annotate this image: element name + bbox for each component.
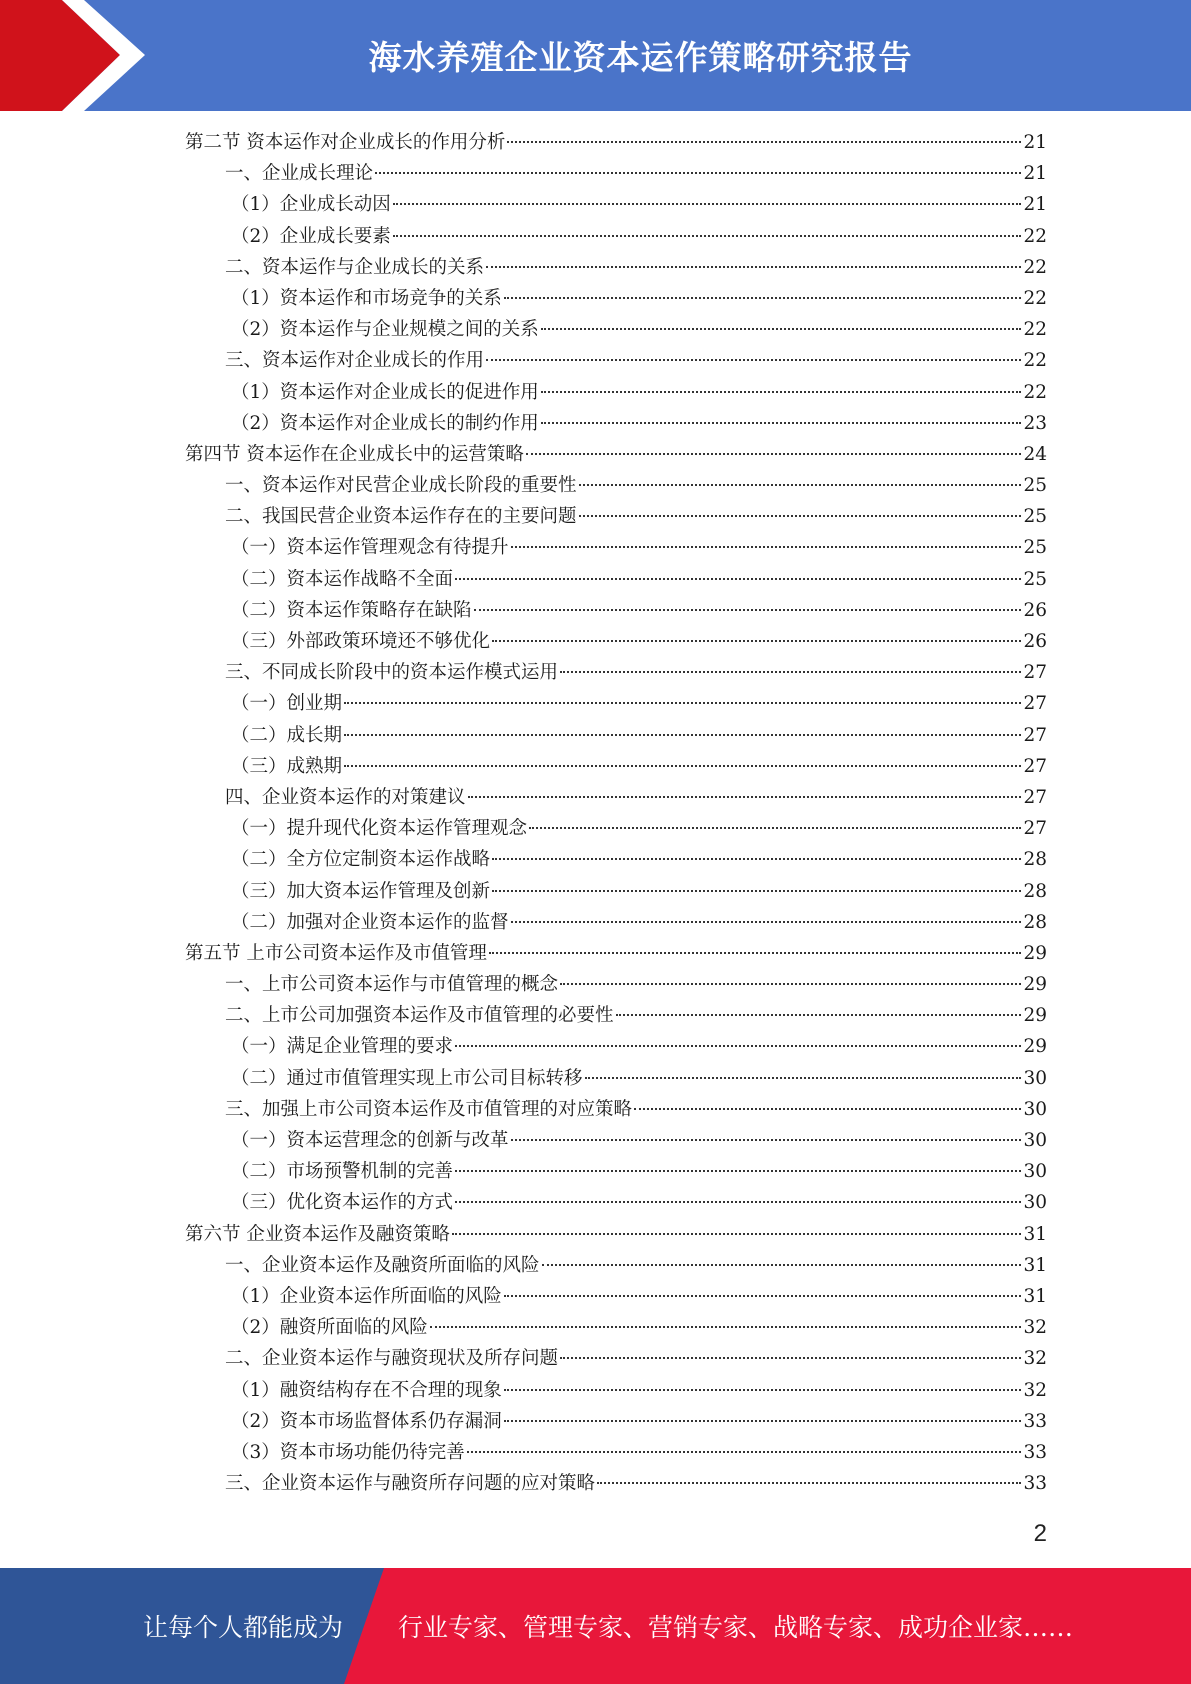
toc-entry-title: 一、企业成长理论 (225, 163, 374, 185)
toc-entry-page: 22 (1023, 287, 1047, 309)
toc-entry[interactable] (185, 845, 1047, 876)
toc-entry-title: 三、资本运作对企业成长的作用 (225, 350, 485, 372)
toc-dot-leader (560, 671, 1021, 673)
toc-dot-leader (455, 578, 1021, 580)
toc-entry-page: 24 (1023, 443, 1047, 465)
toc-entry[interactable] (185, 1095, 1047, 1126)
toc-entry-page: 21 (1023, 163, 1047, 185)
toc-entry-page: 25 (1023, 506, 1047, 528)
toc-entry[interactable] (185, 783, 1047, 814)
toc-entry-title: 二、上市公司加强资本运作及市值管理的必要性 (225, 1005, 614, 1027)
toc-entry-title: 三、加强上市公司资本运作及市值管理的对应策略 (225, 1098, 633, 1120)
toc-entry-page: 30 (1023, 1067, 1047, 1089)
toc-entry-title: 一、上市公司资本运作与市值管理的概念 (225, 974, 559, 996)
toc-entry-title: （1）融资结构存在不合理的现象 (231, 1379, 502, 1401)
page-header (0, 0, 1191, 111)
toc-entry[interactable] (185, 689, 1047, 720)
toc-entry-title: 第二节 资本运作对企业成长的作用分析 (185, 132, 506, 153)
toc-entry[interactable] (185, 814, 1047, 845)
toc-entry-page: 25 (1023, 475, 1047, 497)
toc-entry-title: 二、企业资本运作与融资现状及所存问题 (225, 1348, 559, 1370)
toc-entry[interactable] (185, 409, 1047, 440)
toc-entry-page: 22 (1023, 381, 1047, 403)
toc-entry[interactable] (185, 1032, 1047, 1063)
toc-entry[interactable] (185, 1313, 1047, 1344)
toc-entry[interactable] (185, 159, 1047, 190)
toc-dot-leader (542, 1264, 1022, 1266)
toc-entry-title: （2）企业成长要素 (231, 225, 391, 247)
toc-entry[interactable] (185, 1220, 1047, 1251)
toc-dot-leader (344, 765, 1021, 767)
toc-entry[interactable] (185, 378, 1047, 409)
toc-entry-page: 29 (1023, 1036, 1047, 1058)
toc-entry-title: （二）加强对企业资本运作的监督 (231, 911, 509, 933)
toc-entry[interactable] (185, 190, 1047, 221)
toc-entry-page: 31 (1023, 1254, 1047, 1276)
toc-dot-leader (455, 1201, 1021, 1203)
toc-dot-leader (430, 1326, 1022, 1328)
toc-entry-title: （2）资本运作与企业规模之间的关系 (231, 319, 539, 341)
toc-entry-page: 30 (1023, 1192, 1047, 1214)
toc-dot-leader (375, 172, 1021, 174)
toc-entry-page: 33 (1023, 1410, 1047, 1432)
toc-dot-leader (393, 203, 1022, 205)
toc-entry-page: 31 (1023, 1223, 1047, 1245)
toc-entry[interactable] (185, 565, 1047, 596)
header-arrow-graphic (0, 0, 160, 111)
toc-entry[interactable] (185, 627, 1047, 658)
toc-dot-leader (511, 921, 1022, 923)
toc-dot-leader (634, 1108, 1021, 1110)
toc-entry-page: 27 (1023, 786, 1047, 808)
toc-entry-page: 22 (1023, 225, 1047, 247)
toc-dot-leader (504, 1389, 1022, 1391)
toc-entry-title: 第六节 企业资本运作及融资策略 (185, 1223, 450, 1245)
toc-entry-page: 31 (1023, 1285, 1047, 1307)
toc-entry-page: 30 (1023, 1130, 1047, 1151)
toc-entry-title: 一、企业资本运作及融资所面临的风险 (225, 1254, 540, 1276)
toc-dot-leader (504, 297, 1022, 299)
toc-entry[interactable] (185, 1282, 1047, 1313)
toc-entry-page: 30 (1023, 1161, 1047, 1183)
toc-entry-title: 二、我国民营企业资本运作存在的主要问题 (225, 506, 577, 528)
toc-entry[interactable] (185, 908, 1047, 939)
toc-dot-leader (541, 422, 1022, 424)
toc-entry-page: 29 (1023, 1005, 1047, 1027)
toc-dot-leader (529, 827, 1021, 829)
toc-entry[interactable] (185, 658, 1047, 689)
toc-entry[interactable] (185, 1126, 1047, 1157)
toc-entry-title: （三）外部政策环境还不够优化 (231, 631, 491, 652)
toc-dot-leader (616, 1014, 1022, 1016)
toc-entry[interactable] (185, 253, 1047, 284)
toc-entry-title: 二、资本运作与企业成长的关系 (225, 256, 485, 278)
toc-dot-leader (541, 391, 1022, 393)
toc-entry[interactable] (185, 1344, 1047, 1375)
toc-entry-page: 25 (1023, 568, 1047, 590)
toc-entry-page: 23 (1023, 412, 1047, 434)
toc-entry-page: 27 (1023, 818, 1047, 840)
toc-dot-leader (393, 235, 1022, 237)
toc-entry-page: 21 (1023, 194, 1047, 216)
toc-entry-page: 29 (1023, 942, 1047, 964)
toc-dot-leader (541, 328, 1022, 330)
toc-entry-title: （二）资本运作策略存在缺陷 (231, 599, 472, 621)
toc-entry[interactable] (185, 970, 1047, 1001)
toc-dot-leader (504, 1295, 1022, 1297)
page-footer (0, 1568, 1191, 1684)
toc-entry-title: （1）企业成长动因 (231, 194, 391, 216)
toc-entry-page: 22 (1023, 319, 1047, 341)
toc-entry-page: 21 (1023, 132, 1047, 153)
toc-entry[interactable] (185, 1376, 1047, 1407)
toc-entry-title: （二）市场预警机制的完善 (231, 1161, 454, 1183)
toc-dot-leader (511, 546, 1022, 548)
toc-entry-title: 一、资本运作对民营企业成长阶段的重要性 (225, 475, 577, 497)
toc-entry-page: 32 (1023, 1317, 1047, 1339)
toc-entry[interactable] (185, 440, 1047, 471)
toc-dot-leader (344, 702, 1021, 704)
toc-entry-title: （一）提升现代化资本运作管理观念 (231, 818, 528, 840)
toc-entry[interactable] (185, 222, 1047, 253)
toc-entry-title: （二）资本运作战略不全面 (231, 568, 454, 590)
table-of-contents (185, 128, 1047, 1500)
toc-entry[interactable] (185, 1001, 1047, 1032)
toc-entry-page: 27 (1023, 724, 1047, 746)
toc-dot-leader (504, 1420, 1022, 1422)
toc-entry-page: 27 (1023, 755, 1047, 777)
toc-dot-leader (492, 640, 1021, 642)
toc-entry-page: 26 (1023, 631, 1047, 652)
toc-entry-title: 第四节 资本运作在企业成长中的运营策略 (185, 443, 524, 465)
toc-entry-page: 26 (1023, 599, 1047, 621)
toc-entry-page: 30 (1023, 1098, 1047, 1120)
toc-dot-leader (585, 1077, 1022, 1079)
footer-slogan-left: 让每个人都能成为 (143, 1613, 344, 1642)
toc-entry[interactable] (185, 1469, 1047, 1500)
toc-entry-title: （2）资本市场监督体系仍存漏洞 (231, 1410, 502, 1432)
toc-dot-leader (492, 890, 1021, 892)
toc-entry-title: 四、企业资本运作的对策建议 (225, 786, 466, 808)
toc-dot-leader (511, 1139, 1022, 1141)
toc-entry-title: （一）资本运营理念的创新与改革 (231, 1130, 509, 1151)
toc-entry-title: （3）资本市场功能仍待完善 (231, 1441, 465, 1463)
toc-entry-title: （三）优化资本运作的方式 (231, 1192, 454, 1214)
toc-entry-title: （2）融资所面临的风险 (231, 1317, 428, 1339)
toc-dot-leader (486, 359, 1021, 361)
toc-entry[interactable] (185, 471, 1047, 502)
toc-entry-title: （二）全方位定制资本运作战略 (231, 849, 491, 871)
report-title: 海水养殖企业资本运作策略研究报告 (368, 38, 913, 77)
toc-dot-leader (468, 796, 1022, 798)
toc-dot-leader (455, 1170, 1021, 1172)
toc-entry-title: （二）成长期 (231, 724, 343, 746)
toc-entry[interactable] (185, 877, 1047, 908)
toc-entry-page: 33 (1023, 1473, 1047, 1495)
toc-entry-page: 27 (1023, 693, 1047, 715)
toc-entry-title: （2）资本运作对企业成长的制约作用 (231, 412, 539, 434)
toc-entry[interactable] (185, 502, 1047, 533)
toc-entry-title: （一）资本运作管理观念有待提升 (231, 537, 509, 559)
toc-entry-page: 28 (1023, 911, 1047, 933)
toc-dot-leader (344, 734, 1021, 736)
toc-entry[interactable] (185, 1188, 1047, 1219)
toc-entry-title: 三、企业资本运作与融资所存问题的应对策略 (225, 1473, 596, 1495)
toc-dot-leader (455, 1045, 1021, 1047)
toc-entry-title: （三）成熟期 (231, 755, 343, 777)
toc-dot-leader (486, 266, 1021, 268)
toc-dot-leader (507, 141, 1021, 143)
footer-slogan-right: 行业专家、管理专家、营销专家、战略专家、成功企业家…… (398, 1613, 1074, 1642)
toc-entry[interactable] (185, 752, 1047, 783)
toc-dot-leader (579, 484, 1022, 486)
toc-entry[interactable] (185, 315, 1047, 346)
toc-entry[interactable] (185, 1157, 1047, 1188)
toc-entry-page: 33 (1023, 1441, 1047, 1463)
toc-entry-page: 32 (1023, 1379, 1047, 1401)
toc-entry-page: 28 (1023, 880, 1047, 902)
toc-entry[interactable] (185, 533, 1047, 564)
toc-dot-leader (489, 952, 1022, 954)
toc-dot-leader (560, 1357, 1021, 1359)
toc-entry-title: （1）资本运作对企业成长的促进作用 (231, 381, 539, 403)
toc-entry[interactable] (185, 939, 1047, 970)
toc-entry-title: 第五节 上市公司资本运作及市值管理 (185, 942, 487, 964)
toc-entry-page: 25 (1023, 537, 1047, 559)
toc-entry[interactable] (185, 128, 1047, 159)
toc-entry-title: （一）创业期 (231, 693, 343, 715)
toc-entry-page: 27 (1023, 662, 1047, 684)
toc-entry-page: 28 (1023, 849, 1047, 871)
toc-dot-leader (492, 858, 1021, 860)
page-number: 2 (1033, 1520, 1047, 1547)
toc-dot-leader (467, 1451, 1022, 1453)
toc-dot-leader (526, 453, 1022, 455)
toc-entry-title: 三、不同成长阶段中的资本运作模式运用 (225, 662, 559, 684)
toc-entry-title: （1）资本运作和市场竞争的关系 (231, 287, 502, 309)
toc-entry[interactable] (185, 284, 1047, 315)
toc-dot-leader (474, 609, 1022, 611)
toc-entry[interactable] (185, 346, 1047, 377)
toc-dot-leader (560, 983, 1021, 985)
toc-entry-title: （一）满足企业管理的要求 (231, 1036, 454, 1058)
toc-entry[interactable] (185, 1407, 1047, 1438)
toc-entry[interactable] (185, 596, 1047, 627)
toc-entry-title: （1）企业资本运作所面临的风险 (231, 1285, 502, 1307)
toc-entry-page: 29 (1023, 974, 1047, 996)
toc-entry[interactable] (185, 1064, 1047, 1095)
toc-dot-leader (579, 515, 1022, 517)
toc-entry[interactable] (185, 1251, 1047, 1282)
toc-entry-title: （三）加大资本运作管理及创新 (231, 880, 491, 902)
toc-entry[interactable] (185, 1438, 1047, 1469)
toc-entry[interactable] (185, 721, 1047, 752)
toc-entry-page: 22 (1023, 350, 1047, 372)
toc-dot-leader (597, 1482, 1021, 1484)
toc-entry-page: 32 (1023, 1348, 1047, 1370)
toc-entry-title: （二）通过市值管理实现上市公司目标转移 (231, 1067, 583, 1089)
toc-dot-leader (452, 1233, 1022, 1235)
toc-entry-page: 22 (1023, 256, 1047, 278)
